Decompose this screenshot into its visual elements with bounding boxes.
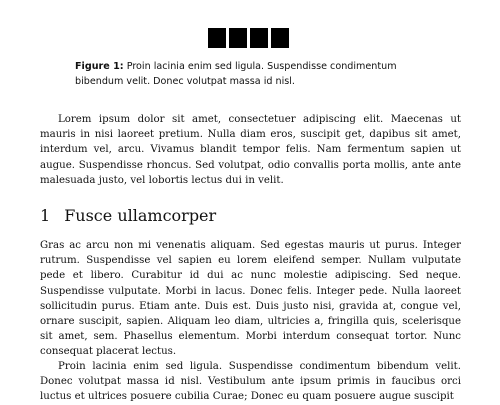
intro-paragraph: Lorem ipsum dolor sit amet, consectetuer adipiscing elit. Maecenas ut mauris in nisi laoreet pretium. Nulla diam eros, suscipit get, dapibus sit amet, interdum vel, arcu. Vivamus blandit tempor felis. Nam fermentum sapien ut augue. Suspendisse rhoncus. Sed volutpat, odio convallis porta mollis, ante ante malesuada justo, vel lobortis lectus dui in velit. [40, 114, 461, 186]
section-paragraph: Proin lacinia enim sed ligula. Suspendisse condimentum bibendum velit. Donec volutpat massa id nisl. Vestibulum ante ipsum primis in faucibus orci luctus et ultrices posuere cubilia Curae; Donec eu quam posuere augue suscipit [40, 361, 461, 403]
figure-box [271, 28, 289, 48]
section-paragraph: Gras ac arcu non mi venenatis aliquam. Sed egestas mauris ut purus. Integer rutrum. Suspendisse vel sapien eu lorem eleifend semper. Nullam vulputate pede et libero. Curabitur id dui ac nunc molestie adipiscing. Sed neque. Suspendisse vulputate. Morbi in lacus. Donec felis. Integer pede. Nulla laoreet sollicitudin purus. Etiam ante. Duis est. Duis justo nisi, gravida at, congue vel, ornare suscipit, sapien. Aliquam leo diam, ultricies a, fringilla quis, scelerisque sit amet, sem. Phasellus elementum. Morbi interdum consequat tortor. Nunc consequat placerat lectus. [40, 240, 461, 358]
section-heading [40, 206, 216, 226]
figure-box [229, 28, 247, 48]
section-number: 1 [40, 206, 51, 225]
figure-caption-text: Proin lacinia enim sed ligula. Suspendisse condimentum bibendum velit. Donec volutpat massa id nisl. [75, 61, 397, 87]
figure-box [250, 28, 268, 48]
figure-label: Figure 1: [75, 61, 124, 72]
section-title: Fusce ullamcorper [64, 206, 217, 225]
figure-image [208, 28, 289, 48]
figure-box [208, 28, 226, 48]
figure-caption [75, 59, 435, 89]
